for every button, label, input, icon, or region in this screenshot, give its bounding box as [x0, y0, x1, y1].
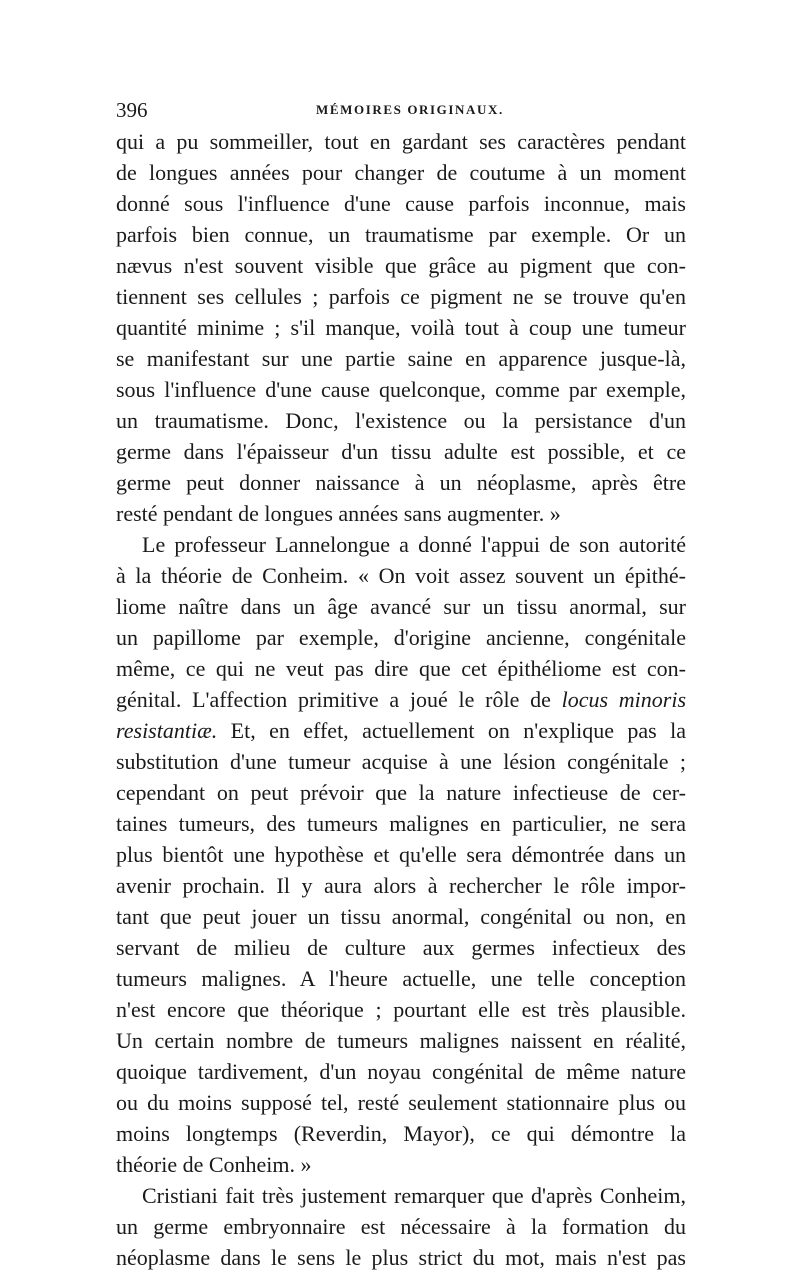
line-text: un traumatisme. Donc, l'existence ou la persistance d'un: [116, 408, 686, 433]
body-text: [116, 126, 686, 1273]
text-line: [116, 901, 686, 932]
line-text: ou du moins supposé tel, resté seulement stationnaire plus ou: [116, 1090, 686, 1115]
text-line: [116, 467, 686, 498]
line-text: Un certain nombre de tumeurs malignes naissent en réalité,: [116, 1028, 686, 1053]
line-text: n'est encore que théorique ; pourtant elle est très plausible.: [116, 997, 686, 1022]
text-line: [116, 1087, 686, 1118]
line-text: Le professeur Lannelongue a donné l'appui de son autorité: [142, 532, 686, 557]
line-text: de longues années pour changer de coutume à un moment: [116, 160, 686, 185]
text-line: [116, 126, 686, 157]
line-text: théorie de Conheim. »: [116, 1152, 312, 1177]
line-text: même, ce qui ne veut pas dire que cet épithéliome est con-: [116, 656, 686, 681]
line-text: tumeurs malignes. A l'heure actuelle, une telle conception: [116, 966, 686, 991]
text-line: [116, 994, 686, 1025]
line-text: liome naître dans un âge avancé sur un tissu anormal, sur: [116, 594, 686, 619]
line-text: se manifestant sur une partie saine en apparence jusque-là,: [116, 346, 686, 371]
text-line: [116, 560, 686, 591]
text-line: [116, 777, 686, 808]
line-text: parfois bien connue, un traumatisme par exemple. Or un: [116, 222, 686, 247]
text-line: [116, 436, 686, 467]
line-text: à la théorie de Conheim. « On voit assez souvent un épithé-: [116, 563, 686, 588]
text-line: [116, 1211, 686, 1242]
line-text: germe peut donner naissance à un néoplasme, après être: [116, 470, 686, 495]
text-line: [116, 715, 686, 746]
text-line: [116, 188, 686, 219]
line-text: resté pendant de longues années sans augmenter. »: [116, 501, 561, 526]
text-line: [116, 219, 686, 250]
line-text: nævus n'est souvent visible que grâce au pigment que con-: [116, 253, 686, 278]
text-line: [116, 622, 686, 653]
line-text: néoplasme dans le sens le plus strict du mot, mais n'est pas: [116, 1245, 686, 1270]
text-line: [116, 839, 686, 870]
line-text: Et, en effet, actuellement on n'explique pas la: [217, 718, 686, 743]
line-text: quantité minime ; s'il manque, voilà tout à coup une tumeur: [116, 315, 686, 340]
text-line: [116, 808, 686, 839]
text-line: [116, 1149, 686, 1180]
text-line: [116, 250, 686, 281]
line-text: germe dans l'épaisseur d'un tissu adulte est possible, et ce: [116, 439, 686, 464]
line-text: donné sous l'influence d'une cause parfois inconnue, mais: [116, 191, 686, 216]
text-line: [116, 343, 686, 374]
text-line: [116, 1242, 686, 1273]
line-text: un germe embryonnaire est nécessaire à la formation du: [116, 1214, 686, 1239]
page-header: [116, 96, 686, 126]
text-line: [116, 684, 686, 715]
line-text: tant que peut jouer un tissu anormal, congénital ou non, en: [116, 904, 686, 929]
line-text: génital. L'affection primitive a joué le rôle de: [116, 687, 551, 712]
text-line: [116, 963, 686, 994]
line-text: taines tumeurs, des tumeurs malignes en particulier, ne sera: [116, 811, 686, 836]
line-text: moins longtemps (Reverdin, Mayor), ce qui démontre la: [116, 1121, 686, 1146]
text-line: [116, 374, 686, 405]
line-text: cependant on peut prévoir que la nature infectieuse de cer-: [116, 780, 686, 805]
text-line: [116, 312, 686, 343]
line-text: qui a pu sommeiller, tout en gardant ses caractères pendant: [116, 129, 686, 154]
italic-phrase: resistantiæ.: [116, 718, 218, 743]
text-line: [116, 591, 686, 622]
line-text: Cristiani fait très justement remarquer que d'après Conheim,: [142, 1183, 686, 1208]
italic-phrase: locus minoris: [561, 687, 687, 712]
text-line: [116, 746, 686, 777]
page-number: 396: [116, 98, 148, 122]
line-text: servant de milieu de culture aux germes infectieux des: [116, 935, 686, 960]
text-line: [116, 157, 686, 188]
text-line: [116, 1025, 686, 1056]
text-line: [116, 1180, 686, 1211]
line-text: un papillome par exemple, d'origine ancienne, congénitale: [116, 625, 686, 650]
text-line: [116, 281, 686, 312]
line-text: avenir prochain. Il y aura alors à rechercher le rôle impor-: [116, 873, 686, 898]
text-line: [116, 932, 686, 963]
running-head: MÉMOIRES ORIGINAUX.: [316, 102, 504, 117]
line-text: plus bientôt une hypothèse et qu'elle sera démontrée dans un: [116, 842, 686, 867]
text-line: [116, 653, 686, 684]
line-text: sous l'influence d'une cause quelconque, comme par exemple,: [116, 377, 686, 402]
text-line: [116, 529, 686, 560]
line-text: quoique tardivement, d'un noyau congénital de même nature: [116, 1059, 686, 1084]
text-line: [116, 1056, 686, 1087]
text-line: [116, 870, 686, 901]
line-text: substitution d'une tumeur acquise à une lésion congénitale ;: [116, 749, 686, 774]
text-line: [116, 498, 686, 529]
line-text: tiennent ses cellules ; parfois ce pigment ne se trouve qu'en: [116, 284, 686, 309]
text-line: [116, 405, 686, 436]
text-line: [116, 1118, 686, 1149]
